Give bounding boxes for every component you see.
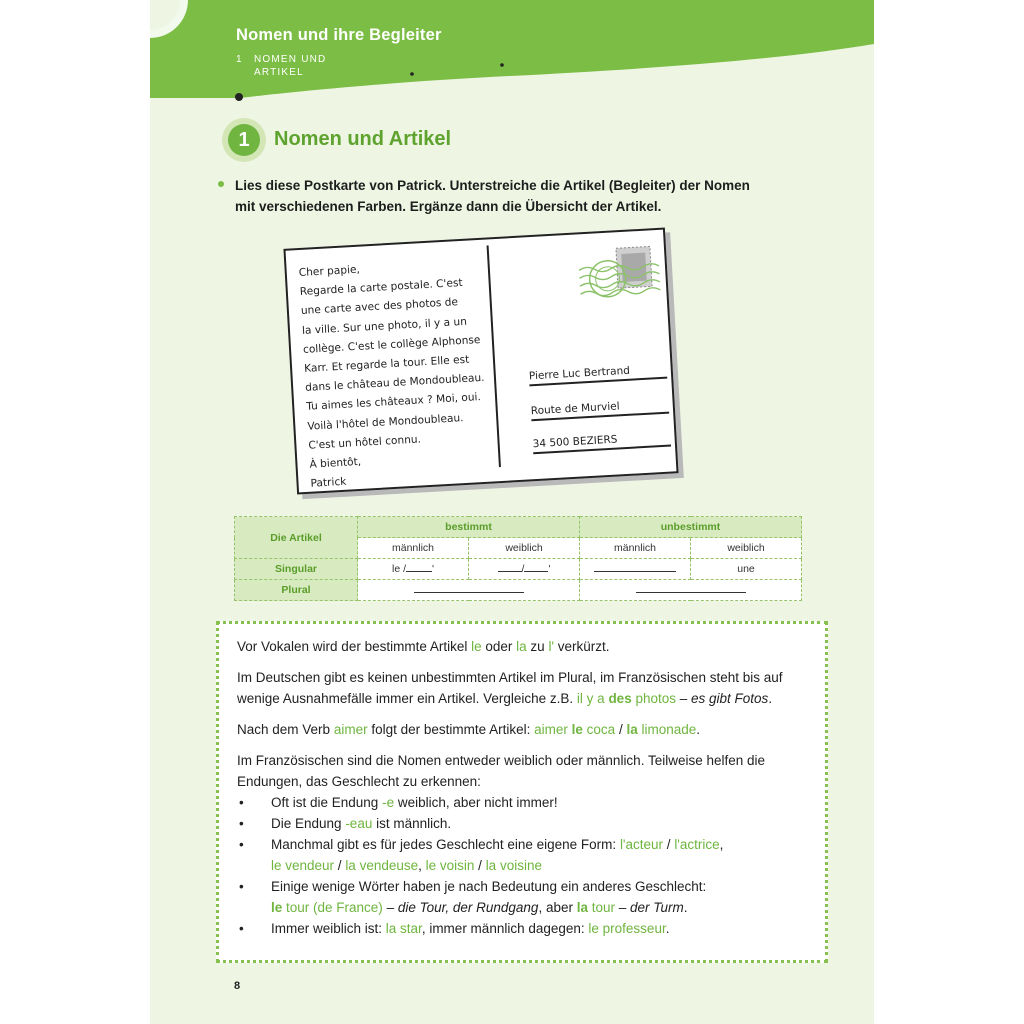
info-paragraph-elision: Vor Vokalen wird der bestimmte Artikel le oder la zu l' verkürzt. (237, 639, 610, 654)
chapter-subtitle: 1 NOMEN UND ARTIKEL (236, 54, 327, 78)
subheader-fem: weiblich (691, 538, 802, 559)
list-item: • Einige wenige Wörter haben je nach Bedeutung ein anderes Geschlecht: le tour (de France) – die Tour, der Rundgang, aber la tour – der Turm. (237, 876, 815, 918)
fill-in-cell[interactable]: le / ' (358, 559, 469, 580)
fill-in-cell[interactable] (358, 580, 580, 601)
subheader-fem: weiblich (469, 538, 580, 559)
fill-in-cell[interactable] (580, 559, 691, 580)
article-overview-table (234, 516, 802, 601)
timeline-dot (410, 72, 414, 76)
chapter-title: Nomen und ihre Begleiter (236, 26, 442, 44)
row-label-singular: Singular (235, 559, 358, 580)
subheader-masc: männlich (358, 538, 469, 559)
address-line-street: Route de Murviel (531, 398, 670, 422)
postcard-message: Cher papie, Regarde la carte postale. C'est une carte avec des photos de la ville. Sur une photo, il y a un collège. C'est le collège Alphonse Karr. Et regarde la tour. Elle est dans le château de Mondoubleau. Tu aimes les châteaux ? Moi, oui. Voilà l'hôtel de Mondoubleau. C'est un hôtel connu. À bientôt, Patrick (298, 263, 485, 490)
grammar-info-box (216, 621, 828, 963)
list-item: • Die Endung -eau ist männlich. (237, 813, 815, 834)
fill-in-cell[interactable]: / ' (469, 559, 580, 580)
section-number-badge: 1 (222, 118, 266, 162)
header-bestimmt: bestimmt (358, 517, 580, 538)
subheader-masc: männlich (580, 538, 691, 559)
table-corner-label: Die Artikel (235, 517, 358, 559)
postage-stamp-icon (576, 242, 665, 311)
exercise-instruction: Lies diese Postkarte von Patrick. Unterstreiche die Artikel (Begleiter) der Nomen mit verschiedenen Farben. Ergänze dann die Übersicht der Artikel. (235, 178, 750, 214)
postcard (283, 228, 678, 495)
address-line-city: 34 500 BEZIERS (532, 431, 671, 455)
info-paragraph-aimer: Nach dem Verb aimer folgt der bestimmte Artikel: aimer le coca / la limonade. (237, 722, 701, 737)
list-item: • Manchmal gibt es für jedes Geschlecht eine eigene Form: l'acteur / l'actrice, le vendeur / la vendeuse, le voisin / la voisine (237, 834, 815, 876)
fill-in-cell[interactable] (580, 580, 802, 601)
bullet-icon (218, 181, 224, 187)
gender-rules-list (237, 792, 815, 939)
list-item: • Oft ist die Endung -e weiblich, aber nicht immer! (237, 792, 815, 813)
timeline-dot (500, 63, 504, 67)
info-paragraph-plural: Im Deutschen gibt es keinen unbestimmten Artikel im Plural, im Französischen steht bis auf wenige Ausnahmefälle immer ein Artikel. Vergleiche z.B. il y a des photos – es gibt Fotos. (237, 670, 783, 706)
given-article-une: une (691, 559, 802, 580)
address-line-name: Pierre Luc Bertrand (529, 363, 668, 387)
info-paragraph-gender: Im Französischen sind die Nomen entweder weiblich oder männlich. Teilweise helfen die Endungen, das Geschlecht zu erkennen: (237, 753, 766, 789)
timeline-dot (235, 93, 243, 101)
header-unbestimmt: unbestimmt (580, 517, 802, 538)
page-number: 8 (234, 980, 241, 992)
row-label-plural: Plural (235, 580, 358, 601)
page (150, 0, 874, 1024)
list-item: • Immer weiblich ist: la star, immer männlich dagegen: le professeur. (237, 918, 815, 939)
section-title: Nomen und Artikel (274, 128, 452, 150)
